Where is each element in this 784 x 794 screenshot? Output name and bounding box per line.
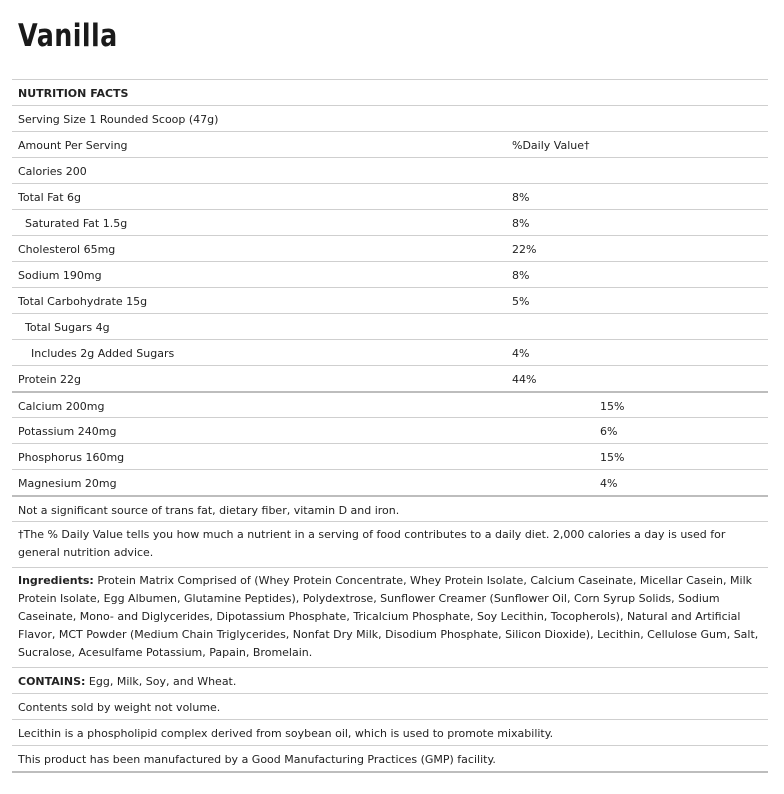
facts-header-row (12, 79, 768, 105)
nutrient-dv: 5% (512, 295, 530, 308)
mineral-dv: 4% (600, 477, 618, 490)
nutrient-label: Sodium 190mg (18, 269, 102, 282)
mineral-label: Magnesium 20mg (18, 477, 117, 490)
mineral-label: Phosphorus 160mg (18, 451, 125, 464)
calories-row (12, 157, 768, 183)
nutrient-label: Total Fat 6g (18, 191, 82, 204)
mineral-label: Calcium 200mg (18, 400, 105, 413)
ingredients-row (12, 567, 768, 667)
mineral-dv: 15% (600, 400, 625, 413)
nutrient-row (12, 339, 768, 365)
lecithin-note: Lecithin is a phospholipid complex derived from soybean oil, which is used to promote mixability. (18, 727, 554, 740)
nutrient-row (12, 261, 768, 287)
not-significant-row (12, 495, 768, 521)
gmp-note-row (12, 745, 768, 771)
weight-note-row (12, 693, 768, 719)
mineral-label: Potassium 240mg (18, 425, 117, 438)
ingredients (18, 572, 762, 662)
nutrient-label: Includes 2g Added Sugars (31, 347, 175, 360)
contains-row (12, 667, 768, 693)
nutrient-row (12, 183, 768, 209)
weight-note: Contents sold by weight not volume. (18, 701, 221, 714)
amount-per-serving-label: Amount Per Serving (18, 139, 128, 152)
mineral-row (12, 391, 768, 417)
bottom-divider (12, 771, 768, 773)
ingredients-text: Protein Matrix Comprised of (Whey Protein Concentrate, Whey Protein Isolate, Calcium Caseinate, Micellar Casein, Milk Protein Isolate, Egg Albumen, Glutamine Peptides), Polydextrose, Sunflower Creamer (Sunflower Oil, Corn Syrup Solids, Sodium Caseinate, Mono- and Diglycerides, Dipotassium Phosphate, Tricalcium Phosphate, Soy Lecithin, Tocopherols), Natural and Artificial Flavor, MCT Powder (Medium Chain Triglycerides, Nonfat Dry Milk, Disodium Phosphate, Silicon Dioxide), Lecithin, Cellulose Gum, Salt, Sucralose, Acesulfame Potassium, Papain, Bromelain. (18, 574, 759, 659)
not-significant-note: Not a significant source of trans fat, dietary fiber, vitamin D and iron. (18, 504, 400, 517)
nutrient-label: Protein 22g (18, 373, 82, 386)
nutrient-row (12, 287, 768, 313)
nutrient-dv: 8% (512, 191, 530, 204)
facts-header: NUTRITION FACTS (18, 87, 129, 100)
daily-value-header: %Daily Value† (512, 139, 590, 152)
gmp-note: This product has been manufactured by a Good Manufacturing Practices (GMP) facility. (18, 753, 496, 766)
nutrition-facts-panel (12, 79, 768, 773)
mineral-row (12, 417, 768, 443)
serving-size: Serving Size 1 Rounded Scoop (47g) (18, 113, 219, 126)
mineral-dv: 6% (600, 425, 618, 438)
nutrient-dv: 22% (512, 243, 537, 256)
nutrient-row (12, 235, 768, 261)
nutrient-dv: 4% (512, 347, 530, 360)
nutrient-row (12, 313, 768, 339)
footnote-row (12, 521, 768, 567)
mineral-dv: 15% (600, 451, 625, 464)
mineral-row (12, 443, 768, 469)
nutrient-label: Total Carbohydrate 15g (18, 295, 148, 308)
nutrient-label: Total Sugars 4g (25, 321, 110, 334)
ingredients-label: Ingredients: (18, 574, 94, 587)
contains-label: CONTAINS: (18, 675, 86, 688)
daily-value-footnote: †The % Daily Value tells you how much a nutrient in a serving of food contributes to a daily diet. 2,000 calories a day is used for general nutrition advice. (18, 528, 726, 559)
nutrient-row (12, 209, 768, 235)
contains (18, 673, 236, 691)
amount-per-serving-row (12, 131, 768, 157)
nutrient-label: Saturated Fat 1.5g (25, 217, 128, 230)
nutrient-dv: 8% (512, 217, 530, 230)
mineral-row (12, 469, 768, 495)
product-title: Vanilla (18, 18, 118, 54)
serving-size-row (12, 105, 768, 131)
contains-text: Egg, Milk, Soy, and Wheat. (85, 675, 237, 688)
nutrient-dv: 8% (512, 269, 530, 282)
calories: Calories 200 (18, 165, 87, 178)
lecithin-note-row (12, 719, 768, 745)
nutrient-label: Cholesterol 65mg (18, 243, 116, 256)
nutrient-dv: 44% (512, 373, 537, 386)
nutrient-row (12, 365, 768, 391)
